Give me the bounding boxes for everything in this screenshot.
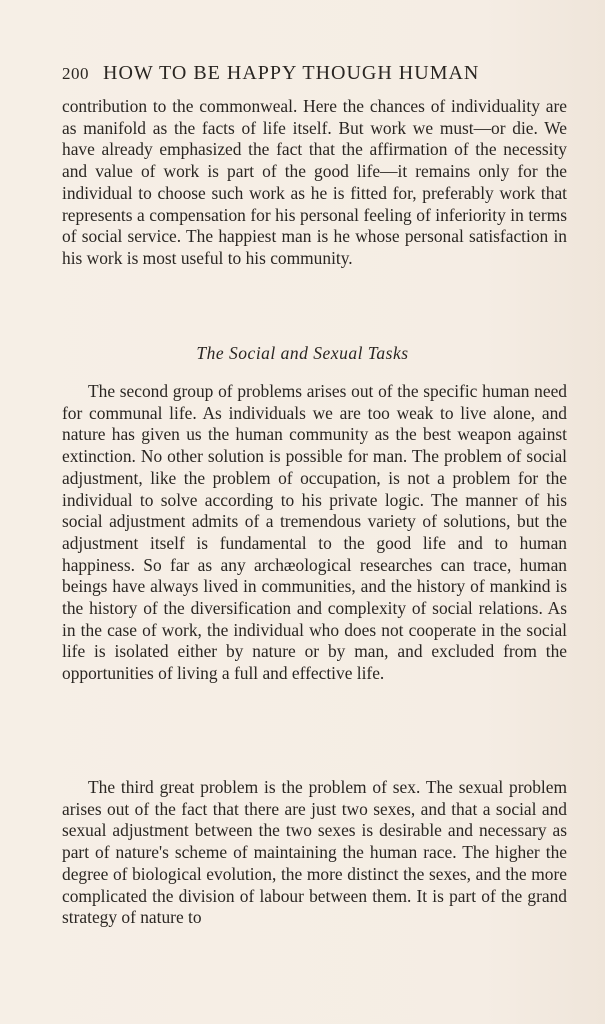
section-heading: The Social and Sexual Tasks xyxy=(196,343,409,363)
page-header xyxy=(62,62,572,85)
body-text-top xyxy=(62,96,567,270)
body-text-social xyxy=(62,381,567,685)
paragraph-social: The second group of problems arises out of the specific human need for communal life. As individuals we are too weak to live alone, and nature has given us the human community as the best weapon against extinction. No other solution is possible for man. The problem of social adjustment, like the problem of occupation, is not a problem for the individual to solve according to his private logic. The manner of his social adjustment admits of a tremendous variety of solutions, but the adjustment itself is fundamental to the good life and to human happiness. So far as any archæological researches can trace, human beings have always lived in communities, and the history of mankind is the history of the diversification and complexity of social relations. As in the case of work, the individual who does not cooperate in the social life is isolated either by nature or by man, and excluded from the opportunities of living a full and effective life. xyxy=(62,381,567,684)
body-text-sexual xyxy=(62,777,567,929)
page-number: 200 xyxy=(62,64,89,83)
paragraph-work: contribution to the commonweal. Here the chances of individuality are as manifold as the facts of life itself. But work we must—or die. We have already emphasized the fact that the affirmation of the necessity and value of work is part of the good life—it remains only for the individual to choose such work as he is fitted for, preferably work that represents a compensation for his personal feeling of inferiority in terms of social service. The happiest man is he whose personal satisfaction in his work is most useful to his community. xyxy=(62,96,567,268)
paragraph-sexual: The third great problem is the problem of sex. The sexual problem arises out of the fact that there are just two sexes, and that a social and sexual adjustment between the two sexes is desirable and necessary as part of nature's scheme of maintaining the human race. The higher the degree of biological evolution, the more distinct the sexes, and the more complicated the division of labour between them. It is part of the grand strategy of nature to xyxy=(62,777,567,928)
running-title: HOW TO BE HAPPY THOUGH HUMAN xyxy=(103,62,480,84)
